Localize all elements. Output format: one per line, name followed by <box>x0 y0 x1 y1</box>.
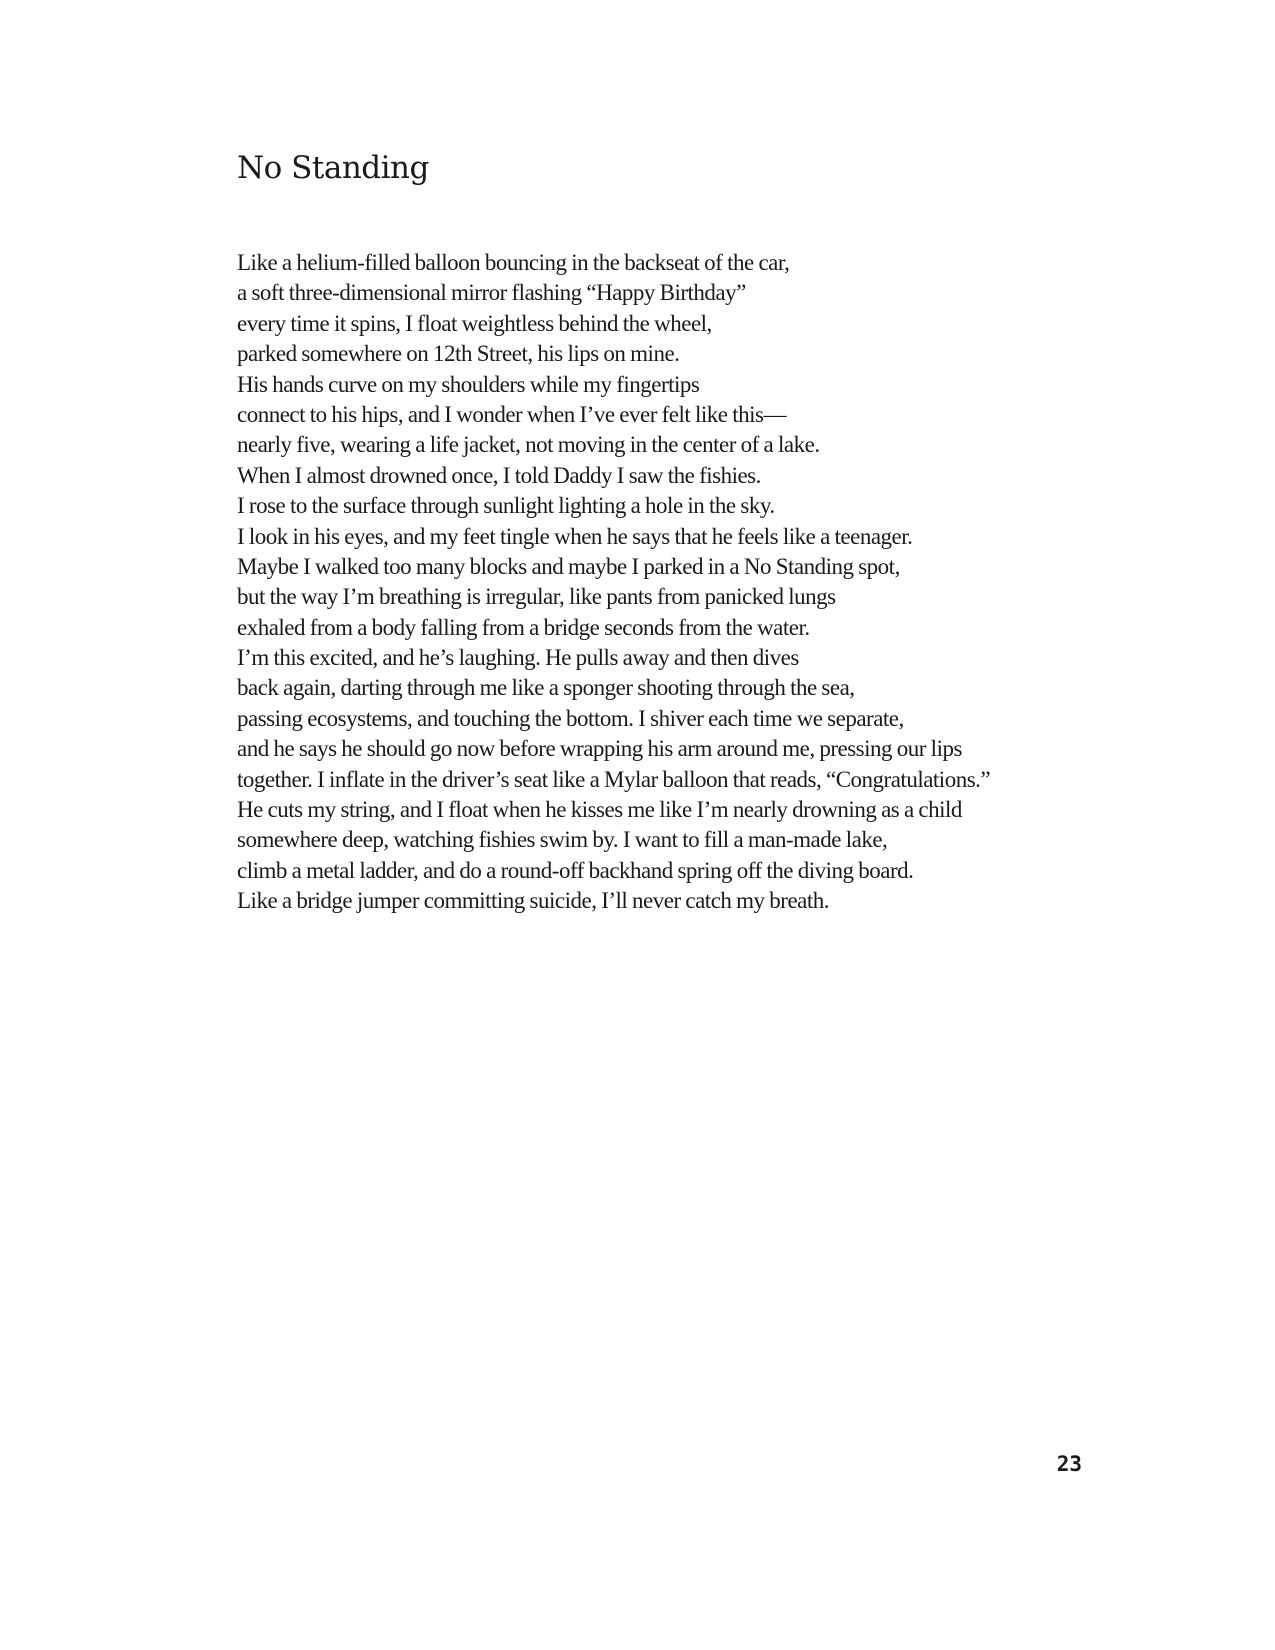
poem-line: He cuts my string, and I float when he kisses me like I’m nearly drowning as a child <box>237 797 962 823</box>
poem-line: I look in his eyes, and my feet tingle when he says that he feels like a teenager. <box>237 523 913 549</box>
poem-line: somewhere deep, watching fishies swim by. I want to fill a man-made lake, <box>237 827 888 853</box>
page-number: 23 <box>1056 1452 1082 1476</box>
poem-line: nearly five, wearing a life jacket, not moving in the center of a lake. <box>237 432 820 458</box>
poem-line: back again, darting through me like a sponger shooting through the sea, <box>237 675 855 701</box>
poem-line: exhaled from a body falling from a bridge seconds from the water. <box>237 614 810 640</box>
poem-line: Like a helium-filled balloon bouncing in the backseat of the car, <box>237 250 790 275</box>
poem-line: and he says he should go now before wrapping his arm around me, pressing our lips <box>237 736 962 762</box>
poem-line: I rose to the surface through sunlight lighting a hole in the sky. <box>237 493 775 519</box>
poem-line: When I almost drowned once, I told Daddy I saw the fishies. <box>237 462 761 488</box>
poem-line: every time it spins, I float weightless behind the wheel, <box>237 310 712 336</box>
poem-line: parked somewhere on 12th Street, his lips on mine. <box>237 341 680 367</box>
poem-line: His hands curve on my shoulders while my fingertips <box>237 371 700 397</box>
poem-line: Maybe I walked too many blocks and maybe I parked in a No Standing spot, <box>237 553 900 579</box>
poem-body <box>237 248 1197 917</box>
poem-line: but the way I’m breathing is irregular, like pants from panicked lungs <box>237 584 836 610</box>
poem-line: together. I inflate in the driver’s seat like a Mylar balloon that reads, “Congratulations.” <box>237 766 991 792</box>
poem-line: I’m this excited, and he’s laughing. He pulls away and then dives <box>237 645 799 671</box>
poem-line: connect to his hips, and I wonder when I’ve ever felt like this— <box>237 401 786 427</box>
poem-line: Like a bridge jumper committing suicide, I’ll never catch my breath. <box>237 888 830 914</box>
poem-title: No Standing <box>237 150 429 186</box>
poem-line: a soft three-dimensional mirror flashing “Happy Birthday” <box>237 280 746 306</box>
poem-line: climb a metal ladder, and do a round-off backhand spring off the diving board. <box>237 857 914 883</box>
poem-line: passing ecosystems, and touching the bottom. I shiver each time we separate, <box>237 705 904 731</box>
